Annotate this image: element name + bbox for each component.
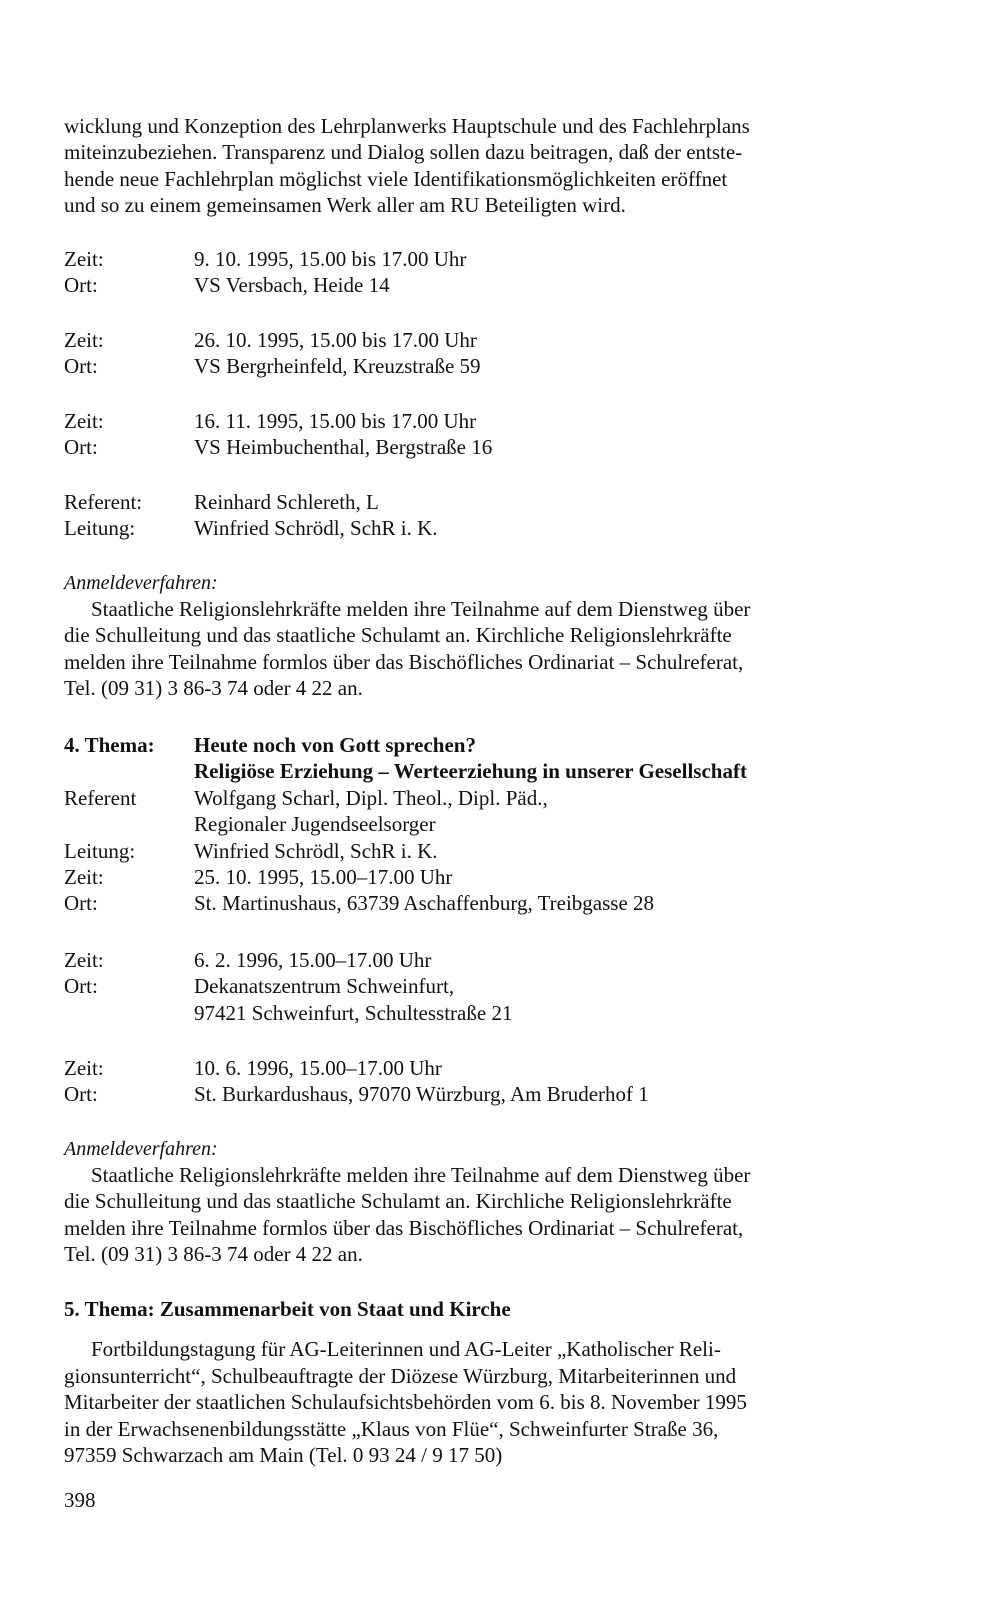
ort-address: 97421 Schweinfurt, Schultesstraße 21 xyxy=(194,1000,513,1025)
theme-5-line: Mitarbeiter der staatlichen Schulaufsichtsbehörden vom 6. bis 8. November 1995 xyxy=(64,1390,747,1415)
session-block xyxy=(64,327,944,380)
zeit-label: Zeit: xyxy=(64,1056,104,1080)
theme-5-line: gionsunterricht“, Schulbeauftragte der Diözese Würzburg, Mitarbeiterinnen und xyxy=(64,1363,737,1388)
leitung-label: Leitung: xyxy=(64,516,136,541)
registration-line: Staatliche Religionslehrkräfte melden ihre Teilnahme auf dem Dienstweg über xyxy=(91,1163,751,1187)
leitung-value: Winfried Schrödl, SchR i. K. xyxy=(194,838,438,863)
zeit-value: 16. 11. 1995, 15.00 bis 17.00 Uhr xyxy=(194,409,477,433)
ort-value: VS Versbach, Heide 14 xyxy=(194,273,390,298)
registration-line: melden ihre Teilnahme formlos über das Bischöfliches Ordinariat – Schulreferat, xyxy=(64,1215,744,1240)
ort-label: Ort: xyxy=(64,891,98,916)
zeit-label: Zeit: xyxy=(64,865,104,890)
page-number: 398 xyxy=(64,1488,96,1512)
zeit-value: 9. 10. 1995, 15.00 bis 17.00 Uhr xyxy=(194,247,467,271)
intro-line: hende neue Fachlehrplan möglichst viele Identifikationsmöglichkeiten eröffnet xyxy=(64,166,728,191)
referent-label: Referent xyxy=(64,785,137,810)
ort-label: Ort: xyxy=(64,435,98,460)
theme-subtitle: Religiöse Erziehung – Werteerziehung in unserer Gesellschaft xyxy=(194,759,747,784)
ort-value: St. Martinushaus, 63739 Aschaffenburg, Treibgasse 28 xyxy=(194,891,655,916)
theme-5-heading: 5. Thema: Zusammenarbeit von Staat und Kirche xyxy=(64,1297,511,1321)
ort-label: Ort: xyxy=(64,354,98,379)
theme-5-section xyxy=(64,1296,944,1468)
ort-label: Ort: xyxy=(64,974,98,999)
ort-value: VS Heimbuchenthal, Bergstraße 16 xyxy=(194,435,493,460)
staff-block xyxy=(64,489,944,542)
zeit-value: 25. 10. 1995, 15.00–17.00 Uhr xyxy=(194,865,453,890)
ort-label: Ort: xyxy=(64,273,98,298)
ort-value: Dekanatszentrum Schweinfurt, xyxy=(194,974,455,999)
theme-title: Heute noch von Gott sprechen? xyxy=(194,733,476,757)
ort-label: Ort: xyxy=(64,1082,98,1107)
registration-section xyxy=(64,1136,944,1268)
intro-paragraph xyxy=(64,113,944,219)
leitung-value: Winfried Schrödl, SchR i. K. xyxy=(194,516,438,541)
referent-role: Regionaler Jugendseelsorger xyxy=(194,812,436,837)
zeit-label: Zeit: xyxy=(64,948,104,972)
registration-section xyxy=(64,570,944,702)
theme-5-line: in der Erwachsenenbildungsstätte „Klaus von Flüe“, Schweinfurter Straße 36, xyxy=(64,1416,719,1441)
session-block xyxy=(64,408,944,461)
leitung-label: Leitung: xyxy=(64,838,136,863)
ort-value: VS Bergrheinfeld, Kreuzstraße 59 xyxy=(194,354,481,379)
zeit-value: 10. 6. 1996, 15.00–17.00 Uhr xyxy=(194,1056,442,1080)
intro-line: wicklung und Konzeption des Lehrplanwerks Hauptschule und des Fachlehrplans xyxy=(64,114,750,138)
referent-label: Referent: xyxy=(64,490,143,514)
registration-heading: Anmeldeverfahren: xyxy=(64,572,218,594)
intro-line: und so zu einem gemeinsamen Werk aller am RU Beteiligten wird. xyxy=(64,193,626,218)
zeit-label: Zeit: xyxy=(64,247,104,271)
intro-line: miteinzubeziehen. Transparenz und Dialog sollen dazu beitragen, daß der entste- xyxy=(64,140,743,165)
registration-line: Tel. (09 31) 3 86-3 74 oder 4 22 an. xyxy=(64,676,363,701)
registration-line: Staatliche Religionslehrkräfte melden ihre Teilnahme auf dem Dienstweg über xyxy=(91,597,751,621)
registration-line: Tel. (09 31) 3 86-3 74 oder 4 22 an. xyxy=(64,1242,363,1267)
ort-value: St. Burkardushaus, 97070 Würzburg, Am Bruderhof 1 xyxy=(194,1082,649,1107)
registration-line: melden ihre Teilnahme formlos über das Bischöfliches Ordinariat – Schulreferat, xyxy=(64,649,744,674)
registration-line: die Schulleitung und das staatliche Schulamt an. Kirchliche Religionslehrkräfte xyxy=(64,1189,732,1214)
referent-value: Wolfgang Scharl, Dipl. Theol., Dipl. Päd., xyxy=(194,785,548,810)
theme-label: 4. Thema: xyxy=(64,733,155,757)
theme-5-line: Fortbildungstagung für AG-Leiterinnen und AG-Leiter „Katholischer Reli- xyxy=(91,1337,721,1362)
theme-5-line: 97359 Schwarzach am Main (Tel. 0 93 24 / 9 17 50) xyxy=(64,1443,503,1468)
zeit-label: Zeit: xyxy=(64,409,104,433)
referent-value: Reinhard Schlereth, L xyxy=(194,490,379,514)
zeit-value: 26. 10. 1995, 15.00 bis 17.00 Uhr xyxy=(194,328,477,352)
registration-heading: Anmeldeverfahren: xyxy=(64,1138,218,1160)
session-block xyxy=(64,246,944,299)
session-block xyxy=(64,947,944,1026)
zeit-label: Zeit: xyxy=(64,328,104,352)
zeit-value: 6. 2. 1996, 15.00–17.00 Uhr xyxy=(194,948,432,972)
session-block xyxy=(64,1055,944,1108)
theme-4-section xyxy=(64,732,944,917)
registration-line: die Schulleitung und das staatliche Schulamt an. Kirchliche Religionslehrkräfte xyxy=(64,623,732,648)
